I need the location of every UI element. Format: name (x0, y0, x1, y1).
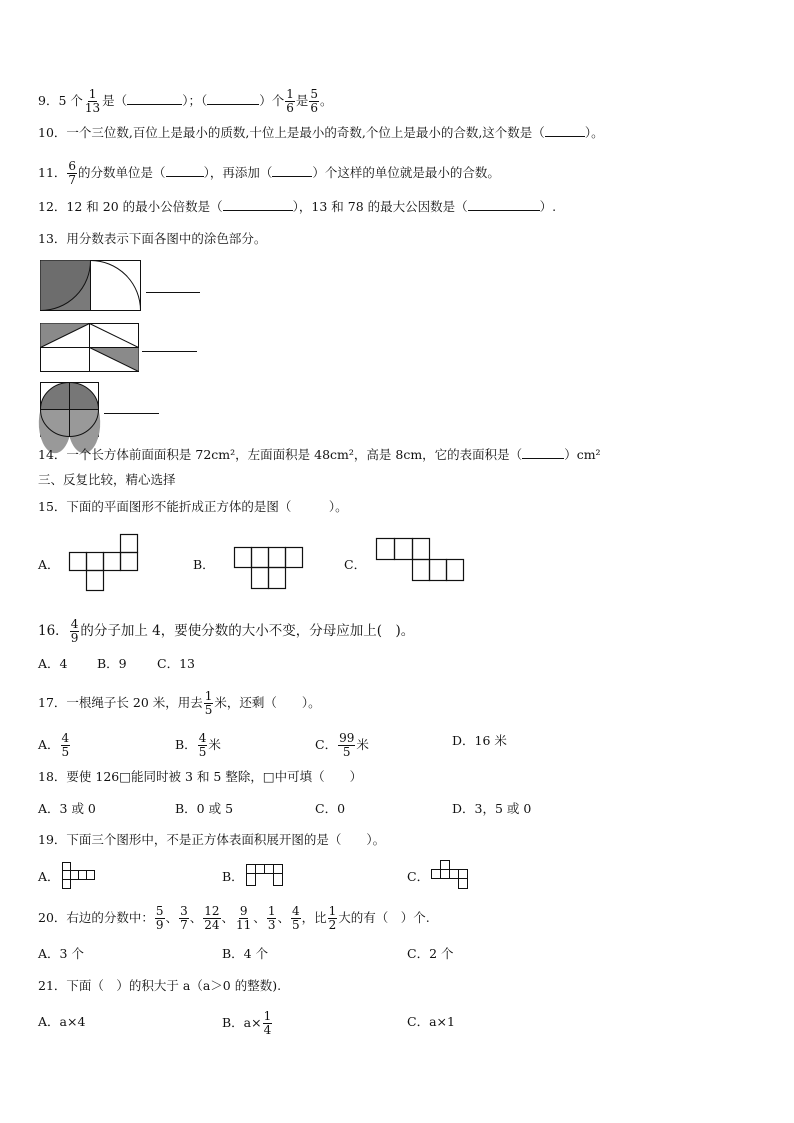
option-b[interactable]: B． $\frac{4}{5}$ 米 (175, 731, 221, 759)
fraction: $\frac{1}{5}$ (204, 689, 213, 717)
option-c[interactable]: C．0 (315, 801, 346, 816)
option-b[interactable]: B．4 个 (222, 946, 269, 961)
fraction: $\frac{12}{24}$ (204, 904, 220, 932)
question-11: 11． $\frac{6}{7}$ 的分数单位是（ ），再添加（ ）个这样的单位就是最小的合数。 (38, 159, 500, 187)
option-b[interactable]: B．9 (97, 656, 127, 671)
question-20: 20．右边的分数中： $\frac{5}{9}$ 、 $\frac{3}{7}$ 、 $\frac{12}{24}$ 、 $\frac{9}{11}$ 、 $\frac{1}{3}$ 、 $\frac{4}{5}$ ，比 $\frac{1}{2}$ 大的有（ ）个. (38, 904, 430, 932)
answer-line[interactable] (104, 413, 159, 414)
question-12: 12．12 和 20 的最小公倍数是（ ），13 和 78 的最大公因数是（ ）. (38, 199, 557, 214)
question-9: 9．5 个 $\frac{1}{13}$ 是（ ）；（ ）个 $\frac{1}{6}$ 是 $\frac{5}{6}$ 。 (38, 87, 333, 115)
question-18: 18．要使 126□能同时被 3 和 5 整除，□中可填（ ） (38, 769, 363, 784)
option-c[interactable]: C．2 个 (407, 946, 454, 961)
net-figure-a (69, 532, 141, 594)
fraction: $\frac{4}{9}$ (70, 617, 79, 645)
option-a[interactable]: A．3 个 (38, 946, 84, 961)
answer-line[interactable] (146, 292, 200, 293)
question-14: 14．一个长方体前面面积是 72cm²，左面面积是 48cm²，高是 8cm，它的表面积是（ ）cm² (38, 447, 601, 462)
fraction: $\frac{6}{7}$ (68, 159, 77, 187)
fraction: $\frac{3}{7}$ (180, 904, 188, 932)
option-c[interactable]: C． (344, 557, 367, 572)
option-a[interactable]: A． (38, 869, 60, 884)
option-a[interactable]: A． $\frac{4}{5}$ (38, 731, 70, 759)
option-a[interactable]: A． (38, 557, 60, 572)
option-a[interactable]: A．a×4 (38, 1014, 86, 1029)
net-figure-b (246, 864, 288, 888)
fraction: $\frac{4}{5}$ (291, 904, 300, 932)
fraction: $\frac{5}{6}$ (310, 87, 319, 115)
fraction: $\frac{1}{3}$ (267, 904, 276, 932)
answer-blank[interactable] (223, 198, 293, 211)
answer-line[interactable] (142, 351, 197, 352)
net-figure-b (234, 547, 306, 591)
answer-blank[interactable] (522, 446, 564, 459)
option-c[interactable]: C． (407, 869, 430, 884)
question-16: 16． $\frac{4}{9}$ 的分子加上 4，要使分数的大小不变，分母应加上( )。 (38, 617, 415, 645)
question-17: 17．一根绳子长 20 米，用去 $\frac{1}{5}$ 米，还剩（ ）。 (38, 689, 321, 717)
q13-figure-2 (40, 323, 140, 373)
answer-blank[interactable] (127, 92, 182, 105)
question-10: 10．一个三位数,百位上是最小的质数,十位上是最小的奇数,个位上是最小的合数,这个数是（ ）。 (38, 125, 604, 140)
fraction: $\frac{5}{9}$ (155, 904, 164, 932)
question-21: 21．下面（ ）的积大于 a（a＞0 的整数). (38, 978, 282, 993)
option-b[interactable]: B． (222, 869, 244, 884)
answer-blank[interactable] (545, 124, 585, 137)
fraction: $\frac{1}{13}$ (84, 87, 101, 115)
fraction: $\frac{9}{11}$ (236, 904, 252, 932)
option-a[interactable]: A．4 (38, 656, 68, 671)
option-b[interactable]: B．a× $\frac{1}{4}$ (222, 1009, 272, 1037)
answer-blank[interactable] (468, 198, 540, 211)
question-19: 19．下面三个图形中，不是正方体表面积展开图的是（ ）。 (38, 832, 386, 847)
answer-blank[interactable] (207, 92, 259, 105)
option-d[interactable]: D．3，5 或 0 (452, 801, 532, 816)
net-figure-c (376, 538, 468, 584)
fraction: $\frac{99}{5}$ (339, 731, 355, 759)
option-c[interactable]: C．13 (157, 656, 195, 671)
fraction: $\frac{1}{2}$ (328, 904, 337, 932)
answer-blank[interactable] (166, 164, 204, 177)
answer-blank[interactable] (272, 164, 312, 177)
fraction: $\frac{4}{5}$ (61, 731, 70, 759)
option-b[interactable]: B． (193, 557, 215, 572)
fraction: $\frac{1}{6}$ (286, 87, 294, 115)
option-c[interactable]: C． $\frac{99}{5}$ 米 (315, 731, 369, 759)
section-heading: 三、反复比较，精心选择 (38, 472, 176, 487)
q13-figure-1 (40, 260, 144, 312)
question-15: 15．下面的平面图形不能折成正方体的是图（ ）。 (38, 499, 348, 514)
option-b[interactable]: B．0 或 5 (175, 801, 234, 816)
option-d[interactable]: D．16 米 (452, 733, 507, 748)
option-a[interactable]: A．3 或 0 (38, 801, 96, 816)
question-13: 13．用分数表示下面各图中的涂色部分。 (38, 231, 267, 246)
net-figure-a (62, 862, 104, 890)
q13-figure-3 (40, 382, 100, 438)
option-c[interactable]: C．a×1 (407, 1014, 455, 1029)
net-figure-c (431, 860, 475, 892)
fraction: $\frac{1}{4}$ (263, 1009, 272, 1037)
fraction: $\frac{4}{5}$ (198, 731, 207, 759)
